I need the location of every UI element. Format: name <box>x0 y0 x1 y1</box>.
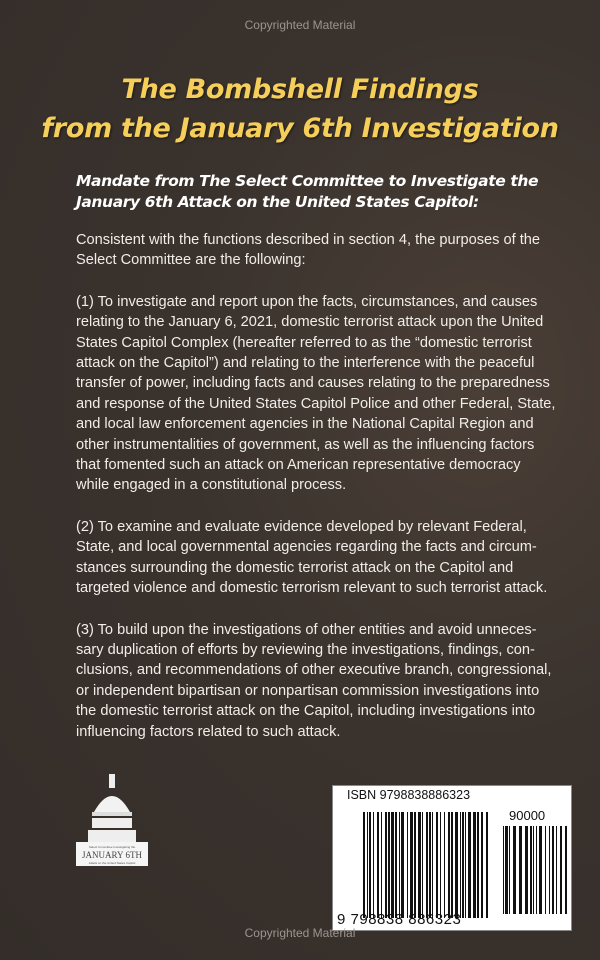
subtitle-line-1: Mandate from The Select Committee to Investigate the <box>76 172 539 190</box>
barcode-bar <box>505 826 508 914</box>
paragraph-line: Select Committee are the following: <box>76 252 306 269</box>
barcode-bar <box>513 826 516 914</box>
barcode-bar <box>509 826 510 914</box>
barcode-bar <box>536 826 537 914</box>
barcode-bar <box>407 812 408 918</box>
january-6th-capitol-logo <box>74 772 150 868</box>
barcode-bar <box>477 812 479 918</box>
paragraph-line: States Capitol Complex (hereafter referred to as the “domestic terrorist <box>76 334 532 351</box>
isbn-barcode <box>332 785 572 931</box>
paragraph-line: (2) To examine and evaluate evidence developed by relevant Federal, <box>76 518 527 535</box>
barcode-bar <box>429 812 431 918</box>
paragraph-1 <box>76 292 576 496</box>
barcode-bar <box>556 826 557 914</box>
paragraph-line: State, and local governmental agencies regarding the facts and circum- <box>76 539 537 556</box>
paragraph-line: transfer of power, including facts and causes relating to the preparedness <box>76 375 550 392</box>
barcode-bar <box>565 826 567 914</box>
barcode-bar <box>377 812 379 918</box>
barcode-bar <box>440 812 441 918</box>
barcode-bar <box>444 812 445 918</box>
paragraph-2 <box>76 517 576 599</box>
barcode-bar <box>486 812 488 918</box>
barcode-bar <box>545 826 546 914</box>
barcode-bars <box>333 786 571 930</box>
barcode-bar <box>539 826 542 914</box>
addon-code: 90000 <box>509 808 546 823</box>
paragraph-line: (3) To build upon the investigations of other entities and avoid unneces- <box>76 621 537 638</box>
paragraph-line: relating to the January 6, 2021, domestic terrorist attack upon the United <box>76 314 544 331</box>
barcode-bar <box>560 826 562 914</box>
paragraph-line: or independent bipartisan or nonpartisan commission investigations into <box>76 682 540 699</box>
barcode-bar <box>426 812 428 918</box>
logo-bottom-text: Attack on the United States Capitol <box>88 861 136 865</box>
paragraph-line: clusions, and recommendations of other executive branch, congressional, <box>76 662 552 679</box>
paragraph-line: influencing factors related to such attack. <box>76 723 341 740</box>
mandate-body <box>76 230 576 763</box>
barcode-bar <box>395 812 397 918</box>
paragraph-3 <box>76 620 576 742</box>
barcode-bar <box>473 812 476 918</box>
barcode-bar <box>388 812 390 918</box>
paragraph-line: sary duplication of efforts by reviewing the investigations, findings, con- <box>76 641 535 658</box>
barcode-bar <box>465 812 466 918</box>
logo-top-text: Select Committee Investigating the <box>88 845 136 849</box>
barcode-bar <box>460 812 461 918</box>
barcode-bar <box>451 812 453 918</box>
paragraph-line: and local law enforcement agencies in the National Capital Region and <box>76 416 534 433</box>
paragraph-line: (1) To investigate and report upon the facts, circumstances, and causes <box>76 293 538 310</box>
paragraph-line: stances surrounding the domestic terrorist attack on the Capitol and <box>76 559 514 576</box>
barcode-bar <box>448 812 450 918</box>
barcode-bar <box>414 812 416 918</box>
barcode-bar <box>503 826 504 914</box>
barcode-bar <box>363 812 365 918</box>
barcode-bar <box>385 812 387 918</box>
barcode-bar <box>530 826 532 914</box>
barcode-bar <box>519 826 522 914</box>
barcode-bar <box>455 812 458 918</box>
barcode-bar <box>462 812 464 918</box>
barcode-bar <box>549 826 550 914</box>
title-line-1: The Bombshell Findings <box>121 74 479 105</box>
title-line-2: from the January 6th Investigation <box>41 113 559 144</box>
barcode-bar <box>367 812 368 918</box>
barcode-bar <box>432 812 433 918</box>
barcode-bar <box>422 812 423 918</box>
paragraph-line: targeted violence and domestic terrorism relevant to such terrorist attack. <box>76 580 548 597</box>
barcode-bar <box>373 812 374 918</box>
paragraph-line: the domestic terrorist attack on the Capitol, including investigations into <box>76 703 536 720</box>
barcode-bar <box>410 812 413 918</box>
barcode-bar <box>399 812 400 918</box>
barcode-bar <box>436 812 438 918</box>
isbn-label: ISBN 9798838886323 <box>347 788 471 802</box>
paragraph-line: while engaged in a constitutional process. <box>76 477 347 494</box>
barcode-bar <box>418 812 421 918</box>
paragraph-line: attack on the Capitol”) and relating to the interference with the peaceful <box>76 355 535 372</box>
barcode-digits: 9 798838 886323 <box>337 911 462 928</box>
barcode-bar <box>533 826 534 914</box>
barcode-bar <box>525 826 528 914</box>
paragraph-line: Consistent with the functions described in section 4, the purposes of the <box>76 232 541 248</box>
paragraph-line: other instrumentalities of government, as well as the influencing factors <box>76 436 535 453</box>
barcode-bar <box>481 812 483 918</box>
paragraph-line: and response of the United States Capitol Police and other Federal, State, <box>76 395 556 412</box>
subtitle-line-2: January 6th Attack on the United States Capitol: <box>76 193 479 211</box>
paragraph-line: that fomented such an attack on American representative democracy <box>76 457 521 474</box>
barcode-bar <box>401 812 404 918</box>
mandate-heading <box>76 171 538 213</box>
barcode-bar <box>381 812 382 918</box>
book-title <box>0 70 600 148</box>
logo-main-text: JANUARY 6TH <box>82 850 142 860</box>
barcode-bar <box>552 826 554 914</box>
barcode-bar <box>391 812 394 918</box>
watermark-bottom: Copyrighted Material <box>244 926 356 940</box>
barcode-bar <box>468 812 471 918</box>
barcode-bar <box>369 812 371 918</box>
watermark-top: Copyrighted Material <box>244 18 356 32</box>
paragraph-0 <box>76 230 576 271</box>
